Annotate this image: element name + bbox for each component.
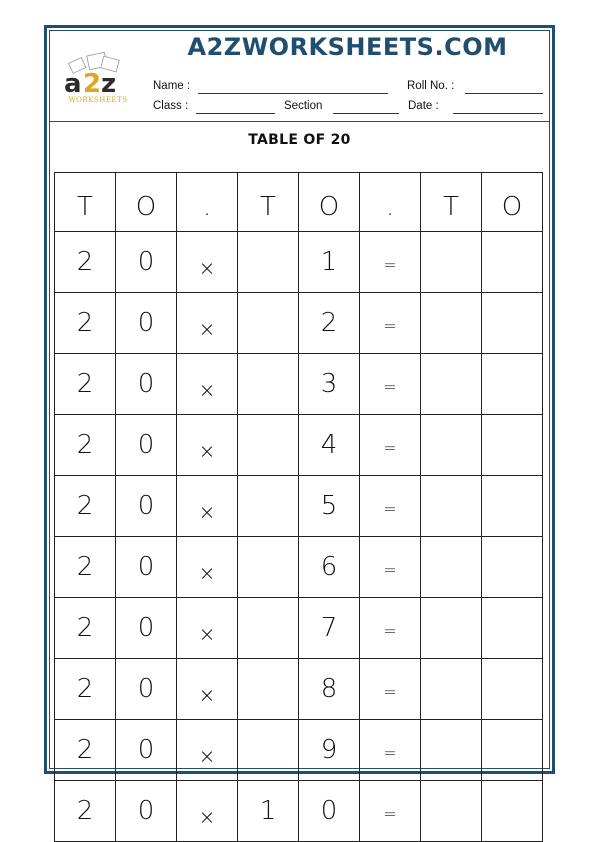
class-label: Class :	[153, 100, 189, 112]
date-label: Date :	[408, 100, 439, 112]
table-row	[55, 598, 543, 659]
answer-cell[interactable]	[238, 293, 299, 354]
class-field[interactable]	[196, 102, 275, 117]
digit-cell: 0	[116, 476, 177, 537]
column-header: .	[177, 173, 238, 232]
svg-text:a: a	[64, 69, 82, 99]
digit-cell: 8	[299, 659, 360, 720]
digit-cell: 0	[116, 537, 177, 598]
digit-cell: 0	[116, 232, 177, 293]
equals-sign: =	[360, 293, 421, 354]
section-field[interactable]	[333, 102, 399, 117]
answer-cell[interactable]	[421, 232, 482, 293]
digit-cell: 2	[55, 598, 116, 659]
table-row	[55, 354, 543, 415]
multiply-sign: ×	[177, 354, 238, 415]
column-header: O	[482, 173, 543, 232]
answer-cell[interactable]	[421, 720, 482, 781]
equals-sign: =	[360, 659, 421, 720]
digit-cell: 2	[55, 781, 116, 842]
column-header: O	[116, 173, 177, 232]
multiply-sign: ×	[177, 293, 238, 354]
digit-cell: 9	[299, 720, 360, 781]
answer-cell[interactable]	[421, 598, 482, 659]
digit-cell: 0	[116, 293, 177, 354]
answer-cell[interactable]	[238, 659, 299, 720]
column-header: T	[55, 173, 116, 232]
digit-cell: 1	[238, 781, 299, 842]
roll-label: Roll No. :	[407, 80, 455, 92]
answer-cell[interactable]	[421, 415, 482, 476]
multiplication-grid	[54, 172, 543, 842]
equals-sign: =	[360, 720, 421, 781]
answer-cell[interactable]	[421, 537, 482, 598]
svg-text:2: 2	[83, 69, 102, 99]
table-row	[55, 415, 543, 476]
digit-cell: 2	[299, 293, 360, 354]
svg-text:z: z	[101, 69, 117, 99]
answer-cell[interactable]	[421, 476, 482, 537]
digit-cell: 2	[55, 293, 116, 354]
digit-cell: 0	[116, 659, 177, 720]
multiply-sign: ×	[177, 659, 238, 720]
site-logo[interactable]	[58, 50, 138, 106]
equals-sign: =	[360, 598, 421, 659]
column-header-row	[55, 173, 543, 232]
answer-cell[interactable]	[238, 354, 299, 415]
multiply-sign: ×	[177, 476, 238, 537]
answer-cell[interactable]	[238, 720, 299, 781]
table-row	[55, 476, 543, 537]
answer-cell[interactable]	[238, 598, 299, 659]
digit-cell: 5	[299, 476, 360, 537]
digit-cell: 3	[299, 354, 360, 415]
column-header: T	[238, 173, 299, 232]
answer-cell[interactable]	[482, 537, 543, 598]
answer-cell[interactable]	[421, 293, 482, 354]
equals-sign: =	[360, 354, 421, 415]
name-label: Name :	[153, 80, 191, 92]
answer-cell[interactable]	[238, 476, 299, 537]
column-header: .	[360, 173, 421, 232]
digit-cell: 0	[116, 720, 177, 781]
equals-sign: =	[360, 781, 421, 842]
digit-cell: 2	[55, 476, 116, 537]
table-row	[55, 232, 543, 293]
answer-cell[interactable]	[482, 598, 543, 659]
worksheet-title: TABLE OF 20	[248, 132, 351, 148]
date-field[interactable]	[453, 102, 543, 117]
table-row	[55, 293, 543, 354]
a2z-logo-icon	[58, 50, 138, 106]
header-divider	[49, 121, 550, 122]
digit-cell: 0	[116, 781, 177, 842]
answer-cell[interactable]	[421, 354, 482, 415]
answer-cell[interactable]	[482, 293, 543, 354]
table-row	[55, 659, 543, 720]
answer-cell[interactable]	[482, 415, 543, 476]
digit-cell: 7	[299, 598, 360, 659]
answer-cell[interactable]	[482, 354, 543, 415]
svg-text:WORKSHEETS: WORKSHEETS	[68, 96, 128, 104]
name-field[interactable]	[198, 82, 388, 97]
table-row	[55, 720, 543, 781]
multiply-sign: ×	[177, 415, 238, 476]
column-header: T	[421, 173, 482, 232]
equals-sign: =	[360, 415, 421, 476]
answer-cell[interactable]	[421, 781, 482, 842]
digit-cell: 4	[299, 415, 360, 476]
site-title[interactable]: A2ZWORKSHEETS.COM	[187, 33, 508, 61]
digit-cell: 2	[55, 354, 116, 415]
digit-cell: 1	[299, 232, 360, 293]
digit-cell: 2	[55, 232, 116, 293]
equals-sign: =	[360, 232, 421, 293]
digit-cell: 0	[116, 598, 177, 659]
multiply-sign: ×	[177, 598, 238, 659]
roll-field[interactable]	[465, 82, 543, 97]
digit-cell: 6	[299, 537, 360, 598]
answer-cell[interactable]	[482, 720, 543, 781]
digit-cell: 2	[55, 415, 116, 476]
digit-cell: 0	[299, 781, 360, 842]
answer-cell[interactable]	[238, 537, 299, 598]
equals-sign: =	[360, 476, 421, 537]
column-header: O	[299, 173, 360, 232]
table-row	[55, 537, 543, 598]
multiply-sign: ×	[177, 781, 238, 842]
multiply-sign: ×	[177, 232, 238, 293]
answer-cell[interactable]	[482, 781, 543, 842]
digit-cell: 0	[116, 354, 177, 415]
answer-cell[interactable]	[421, 659, 482, 720]
answer-cell[interactable]	[238, 415, 299, 476]
equals-sign: =	[360, 537, 421, 598]
multiply-sign: ×	[177, 537, 238, 598]
digit-cell: 0	[116, 415, 177, 476]
table-row	[55, 781, 543, 842]
answer-cell[interactable]	[482, 659, 543, 720]
digit-cell: 2	[55, 659, 116, 720]
answer-cell[interactable]	[238, 232, 299, 293]
section-label: Section	[284, 100, 323, 112]
answer-cell[interactable]	[482, 232, 543, 293]
multiply-sign: ×	[177, 720, 238, 781]
answer-cell[interactable]	[482, 476, 543, 537]
digit-cell: 2	[55, 537, 116, 598]
digit-cell: 2	[55, 720, 116, 781]
